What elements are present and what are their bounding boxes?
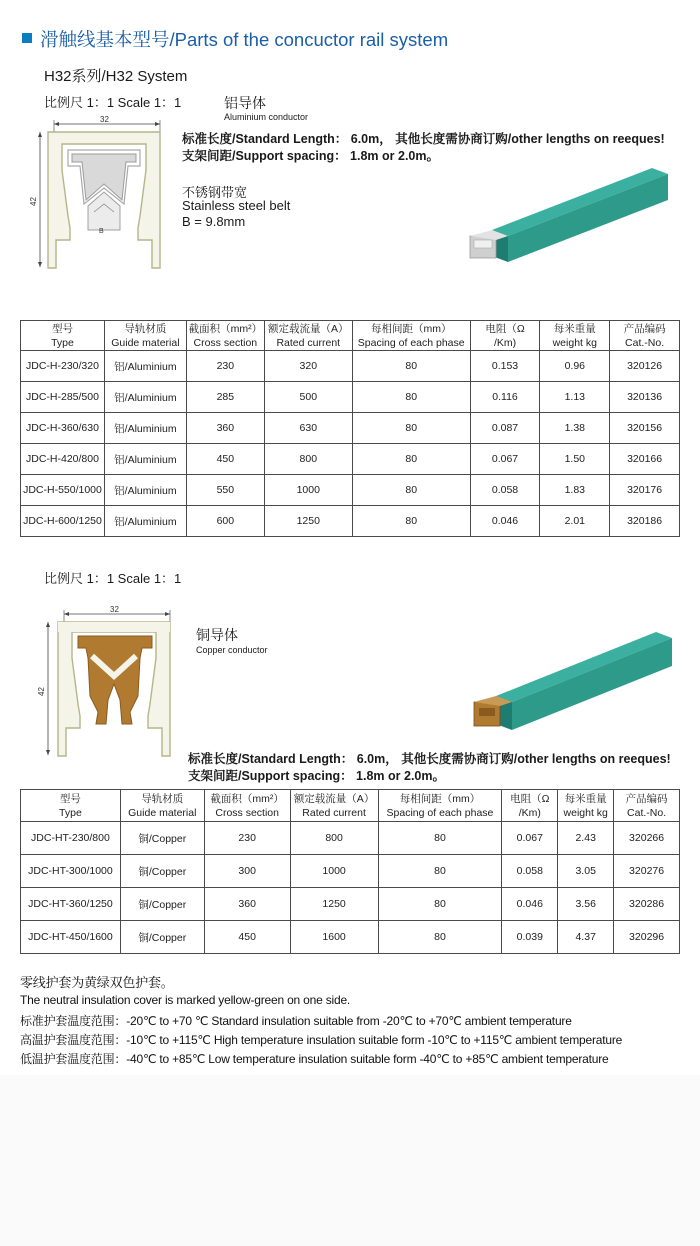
table-row: JDC-H-420/800 铝/Aluminium 450 800 80 0.067 1.50 320166 [21,444,680,475]
copper-standard-length: 标准长度/Standard Length： 6.0m， 其他长度需协商订购/other lengths on reeques! [188,752,671,766]
aluminium-dim-b: B [99,228,104,235]
section-marker-icon [22,33,32,43]
copper-rail-image [466,624,686,736]
aluminium-heading-en: Aluminium conductor [224,112,309,122]
table-row: JDC-H-285/500 铝/Aluminium 285 500 80 0.116 1.13 320136 [21,382,680,413]
table-row: JDC-H-600/1250 铝/Aluminium 600 1250 80 0.046 2.01 320186 [21,506,680,537]
copper-profile-drawing [36,600,176,760]
aluminium-profile-drawing [28,112,168,272]
aluminium-dim-height: 42 [29,197,38,206]
note-low-temp: 低温护套温度范围：-40℃ to +85℃ Low temperature insulation suitable form -40℃ to +85℃ ambient temperature [20,1052,609,1066]
aluminium-dim-width: 32 [100,115,109,124]
aluminium-support-spacing: 支架间距/Support spacing： 1.8m or 2.0m。 [182,149,439,163]
note-high-temp: 高温护套温度范围：-10℃ to +115℃ High temperature insulation suitable form -10℃ to +115℃ ambient temperature [20,1033,623,1047]
copper-scale-label: 比例尺 1：1 Scale 1：1 [44,571,182,586]
aluminium-heading-cn: 铝导体 [224,95,266,111]
aluminium-spec-table [20,320,680,537]
col-weight: 每米重量 weight kg [540,321,610,351]
table-row: JDC-H-550/1000 铝/Aluminium 550 1000 80 0.058 1.83 320176 [21,475,680,506]
note-standard-temp: 标准护套温度范围：-20℃ to +70 ℃ Standard insulation suitable from -20℃ to +70℃ ambient temperature [20,1014,572,1028]
table-row: JDC-HT-230/800 铜/Copper 230 800 80 0.067 2.43 320266 [21,822,680,855]
copper-support-spacing: 支架间距/Support spacing： 1.8m or 2.0m。 [188,769,445,783]
col-cat-no: 产品编码 Cat.-No. [610,321,680,351]
belt-width: B = 9.8mm [182,214,246,229]
copper-dim-height: 42 [37,687,46,696]
col-rated-current: 额定载流量（A） Rated current [264,321,352,351]
col-resistance: 电阻（Ω /Km) [470,321,540,351]
page-title: 滑触线基本型号/Parts of the concuctor rail system [40,29,449,50]
col-cross-section: 截面积（mm²） Cross section [186,321,264,351]
aluminium-standard-length: 标准长度/Standard Length： 6.0m， 其他长度需协商订购/other lengths on reeques! [182,132,665,146]
aluminium-scale-label: 比例尺 1：1 Scale 1：1 [44,95,182,110]
table-row: JDC-H-230/320 铝/Aluminium 230 320 80 0.153 0.96 320126 [21,351,680,382]
copper-spec-table: 型号 Type 导轨材质 Guide material 截面积（mm²） Cross section 额定载流量（A） Rated current 每相间距（mm） Spacing of each phase 电阻（Ω /Km) 每米重量 weight kg 产品编码 Cat.-No. JDC-HT-230/800 铜/Copper 230 800 80 0.067 2.43 320266 JDC-HT-300/1000 铜/Copper 300 1000 80 0.058 3.05 320276 JDC-HT-360/1250 铜/Copper 360 1250 80 0.046 3.56 320286 JDC-HT-450/1600 铜/Copper 450 1600 80 0.039 4.37 320296 [20,789,680,954]
footer-area [0,1075,700,1246]
col-type: 型号 Type [21,321,105,351]
table-row: JDC-HT-360/1250 铜/Copper 360 1250 80 0.046 3.56 320286 [21,888,680,921]
col-material: 导轨材质 Guide material [104,321,186,351]
aluminium-rail-image [462,160,682,270]
copper-dim-width: 32 [110,605,119,614]
note-neutral-en: The neutral insulation cover is marked yellow-green on one side. [20,993,351,1007]
table-row: JDC-H-360/630 铝/Aluminium 360 630 80 0.087 1.38 320156 [21,413,680,444]
note-neutral-cn: 零线护套为黄绿双色护套。 [20,975,174,990]
copper-heading-cn: 铜导体 [196,627,238,643]
col-phase-spacing: 每相间距（mm） Spacing of each phase [352,321,470,351]
table-row: JDC-HT-300/1000 铜/Copper 300 1000 80 0.058 3.05 320276 [21,855,680,888]
belt-label-cn: 不锈钢带宽 [182,185,248,200]
system-title: H32系列/H32 System [44,68,188,85]
table-row: JDC-HT-450/1600 铜/Copper 450 1600 80 0.039 4.37 320296 [21,921,680,954]
copper-heading-en: Copper conductor [196,645,268,655]
belt-label-en: Stainless steel belt [182,198,291,213]
